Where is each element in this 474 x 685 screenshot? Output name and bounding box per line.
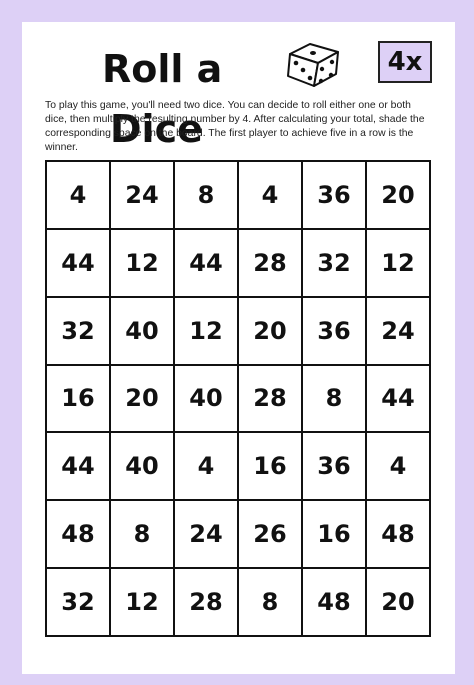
board-cell[interactable]: 12 bbox=[366, 229, 430, 297]
board-cell[interactable]: 28 bbox=[174, 568, 238, 636]
board-cell[interactable]: 8 bbox=[110, 500, 174, 568]
board-cell[interactable]: 48 bbox=[366, 500, 430, 568]
board-cell[interactable]: 20 bbox=[366, 568, 430, 636]
dice-icon bbox=[284, 38, 344, 90]
board-cell[interactable]: 12 bbox=[110, 229, 174, 297]
board-cell[interactable]: 32 bbox=[46, 297, 110, 365]
board-cell[interactable]: 48 bbox=[302, 568, 366, 636]
board-cell[interactable]: 20 bbox=[238, 297, 302, 365]
title-line-1: Roll a bbox=[102, 47, 223, 91]
title-line-2: Dice bbox=[110, 107, 203, 151]
board-row bbox=[46, 229, 430, 297]
board-cell[interactable]: 36 bbox=[302, 432, 366, 500]
board-cell[interactable]: 4 bbox=[174, 432, 238, 500]
board-cell[interactable]: 40 bbox=[110, 297, 174, 365]
board-cell[interactable]: 44 bbox=[46, 432, 110, 500]
board-cell[interactable]: 12 bbox=[110, 568, 174, 636]
board-cell[interactable]: 16 bbox=[238, 432, 302, 500]
board-cell[interactable]: 28 bbox=[238, 365, 302, 433]
board-cell[interactable]: 8 bbox=[302, 365, 366, 433]
board-cell[interactable]: 44 bbox=[174, 229, 238, 297]
board-cell[interactable]: 28 bbox=[238, 229, 302, 297]
board-row bbox=[46, 161, 430, 229]
instructions-text: To play this game, you'll need two dice. You can decide to roll either one or both dice, then multiply the resulting number by 4. After calculating your total, shade the corresponding space on the board. The first player to achieve five in a row is the winner. bbox=[45, 100, 425, 153]
board-cell[interactable]: 20 bbox=[366, 161, 430, 229]
board-cell[interactable]: 36 bbox=[302, 161, 366, 229]
board-row bbox=[46, 432, 430, 500]
board-cell[interactable]: 32 bbox=[46, 568, 110, 636]
board-cell[interactable]: 4 bbox=[46, 161, 110, 229]
board-cell[interactable]: 24 bbox=[110, 161, 174, 229]
bingo-board bbox=[45, 160, 431, 637]
board-cell[interactable]: 44 bbox=[366, 365, 430, 433]
board-row bbox=[46, 297, 430, 365]
board-cell[interactable]: 26 bbox=[238, 500, 302, 568]
multiplier-badge: 4x bbox=[378, 41, 432, 83]
board-cell[interactable]: 24 bbox=[174, 500, 238, 568]
board-cell[interactable]: 12 bbox=[174, 297, 238, 365]
board-cell[interactable]: 36 bbox=[302, 297, 366, 365]
board-cell[interactable]: 8 bbox=[238, 568, 302, 636]
board-cell[interactable]: 16 bbox=[46, 365, 110, 433]
board-cell[interactable]: 16 bbox=[302, 500, 366, 568]
board-cell[interactable]: 32 bbox=[302, 229, 366, 297]
board-cell[interactable]: 4 bbox=[238, 161, 302, 229]
board-cell[interactable]: 20 bbox=[110, 365, 174, 433]
board-row bbox=[46, 365, 430, 433]
board-cell[interactable]: 40 bbox=[174, 365, 238, 433]
board-row bbox=[46, 568, 430, 636]
board-cell[interactable]: 4 bbox=[366, 432, 430, 500]
board-cell[interactable]: 40 bbox=[110, 432, 174, 500]
board-cell[interactable]: 8 bbox=[174, 161, 238, 229]
board-cell[interactable]: 24 bbox=[366, 297, 430, 365]
board-cell[interactable]: 48 bbox=[46, 500, 110, 568]
board-row bbox=[46, 500, 430, 568]
board-cell[interactable]: 44 bbox=[46, 229, 110, 297]
